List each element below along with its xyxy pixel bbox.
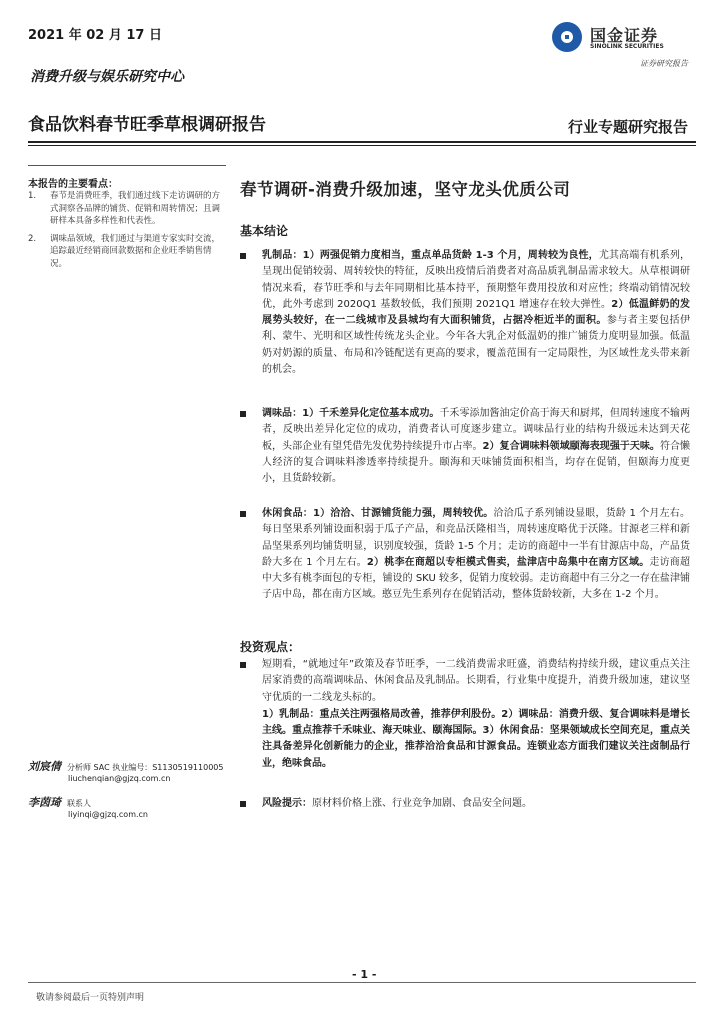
- page-number: - 1 -: [352, 968, 377, 981]
- logo-mark-icon: [552, 22, 582, 52]
- list-item: [28, 233, 228, 271]
- bullet-square-icon: [240, 662, 246, 668]
- snack-body: 洽洽瓜子系列铺设显眼，货龄 1 个月左右。每日坚果系列铺设面积弱于瓜子产品，和竞品沃隆相当，周转速度略优于沃隆。甘源老三样和新品坚果系列均铺货明显，识别度较强，货龄 1-5 个月；走访的商超中一半有甘源店中岛，产品货龄大多在 1 个月左右。: [262, 508, 690, 568]
- analyst-name: 刘宸倩: [28, 760, 61, 773]
- snack-body2: 走访商超中大多有桃李面包的专柜，铺设的 SKU 较多，促销力度较弱。走访商超中有三分之一存在盐津铺子店中岛，都在南方区域。憨豆先生系列存在促销活动，整体货龄较新，大多在 1-2 个月。: [262, 556, 690, 601]
- report-type: 行业专题研究报告: [567, 118, 688, 136]
- condiment-body: 千禾零添加酱油定价高于海天和厨邦，但周转速度不输两者，反映出差异化定位的成功，消费者认可度逐步建立。调味品行业的结构升级远未达到天花板，头部企业有望凭借先发优势持续提升市占率。: [262, 408, 690, 452]
- analyst-role: 分析师 SAC 执业编号：S1130519110005: [67, 763, 224, 772]
- research-center: 消费升级与娱乐研究中心: [30, 69, 184, 85]
- condiment-point2: 2）复合调味料领域颐海表现强于天味。: [482, 440, 660, 452]
- bullet-square-icon: [240, 801, 246, 807]
- bullet-square-icon: [240, 253, 246, 259]
- investment-body: 短期看，“就地过年”政策及春节旺季，一二线消费需求旺盛，消费结构持续升级，建议重点关注居家消费的高端调味品、休闲食品及乳制品。长期看，行业集中度提升，消费升级加速，建议坚守优质的一二线龙头标的。: [262, 659, 690, 703]
- section-heading-investment: 投资观点：: [240, 640, 301, 654]
- section-heading-conclusion: 基本结论: [240, 224, 289, 238]
- header-divider-thin: [28, 145, 696, 146]
- bullet-square-icon: [240, 511, 246, 517]
- contact-role: 联系人: [67, 799, 91, 808]
- header-divider: [28, 141, 696, 143]
- paragraph-dairy: [240, 248, 690, 378]
- dairy-point2: 2）低温鲜奶的发展势头较好，在一二线城市及县城均有大面积铺货，占据冷柜近半的面积。: [262, 298, 690, 327]
- risk-body: 原材料价格上涨、行业竞争加剧、食品安全问题。: [312, 798, 532, 809]
- contact-email[interactable]: liyinqi@gjzq.com.cn: [68, 810, 148, 819]
- paragraph-investment: [240, 657, 690, 772]
- analyst-email[interactable]: liuchenqian@gjzq.com.cn: [68, 774, 171, 783]
- company-logo: [552, 22, 692, 54]
- main-title: 春节调研-消费升级加速，坚守龙头优质公司: [240, 180, 571, 199]
- snack-lead: 休闲食品：1）洽洽、甘源铺货能力强，周转较优。: [262, 508, 494, 519]
- dairy-body2: 参与者主要包括伊利、蒙牛、光明和区域性传统龙头企业。今年各大乳企对低温奶的推广铺货力度明显加强。低温奶对奶源的质量、布局和冷链配送有更高的要求，覆盖范围有一定局限性，为区域性龙头带来新的机会。: [262, 315, 691, 376]
- report-title: 食品饮料春节旺季草根调研报告: [28, 115, 266, 135]
- contact-block: [28, 794, 233, 819]
- snack-point2: 2）桃李在商超以专柜模式售卖，盐津店中岛集中在南方区域。: [366, 556, 650, 568]
- dairy-body: 尤其高端有机系列，呈现出促销较弱、周转较快的特征，反映出疫情后消费者对高品质乳制品需求较大。从草根调研情况来看，春节旺季和与去年同期相比基本持平，预期整年费用投放和对应性；终端动销情况较优，此外考虑到 2020Q1 基数较低，我们预期 2021Q1 增速存在较大弹性。: [262, 250, 690, 310]
- condiment-lead: 调味品：1）千禾差异化定位基本成功。: [262, 408, 440, 419]
- footer-divider: [28, 982, 696, 983]
- sidebar-divider: [28, 165, 226, 166]
- paragraph-risk: [240, 796, 690, 812]
- sidebar-points: [28, 190, 228, 275]
- paragraph-snacks: [240, 506, 690, 604]
- contact-name: 李茵琦: [28, 796, 61, 809]
- list-item-number: 2.: [28, 233, 37, 244]
- paragraph-condiments: [240, 406, 690, 487]
- list-item: [28, 190, 228, 228]
- list-item-number: 1.: [28, 191, 37, 201]
- risk-label: 风险提示：: [262, 798, 312, 809]
- sidebar-heading: 本报告的主要看点：: [28, 179, 118, 190]
- report-date: 2021 年 02 月 17 日: [28, 28, 162, 43]
- condiment-body2: 符合懒人经济的复合调味料渗透率持续提升。颐海和天味铺货面积相当，均存在促销，但颐海力度更小，且货龄较新。: [262, 440, 691, 485]
- footer-disclaimer: 敬请参阅最后一页特别声明: [36, 993, 145, 1003]
- investment-recommendations: 1）乳制品：重点关注两强格局改善，推荐伊利股份。2）调味品：消费升级、复合调味料是增长主线。重点推荐千禾味业、海天味业、颐海国际。3）休闲食品：坚果领域成长空间充足，重点关注具备差异化创新能力的企业，推荐洽洽食品和甘源食品。连锁业态方面我们建议关注卤制品行业，绝味食品。: [262, 708, 690, 769]
- logo-cn-text: 国金证券: [590, 26, 659, 45]
- logo-en-text: SINOLINK SECURITIES: [590, 43, 664, 50]
- list-item-text: 调味品领域，我们通过与渠道专家实时交流，追踪最近经销商回款数据和企业旺季销售情况。: [50, 233, 221, 269]
- bullet-square-icon: [240, 411, 246, 417]
- analyst-block: [28, 758, 233, 783]
- list-item-text: 春节是消费旺季，我们通过线下走访调研的方式洞察各品牌的铺货、促销和周转情况；且调研样本具备多样性和代表性。: [50, 191, 221, 226]
- logo-subtitle: 证券研究报告: [640, 59, 688, 68]
- dairy-lead: 乳制品：1）两强促销力度相当，重点单品货龄 1-3 个月，周转较为良性，: [262, 250, 599, 261]
